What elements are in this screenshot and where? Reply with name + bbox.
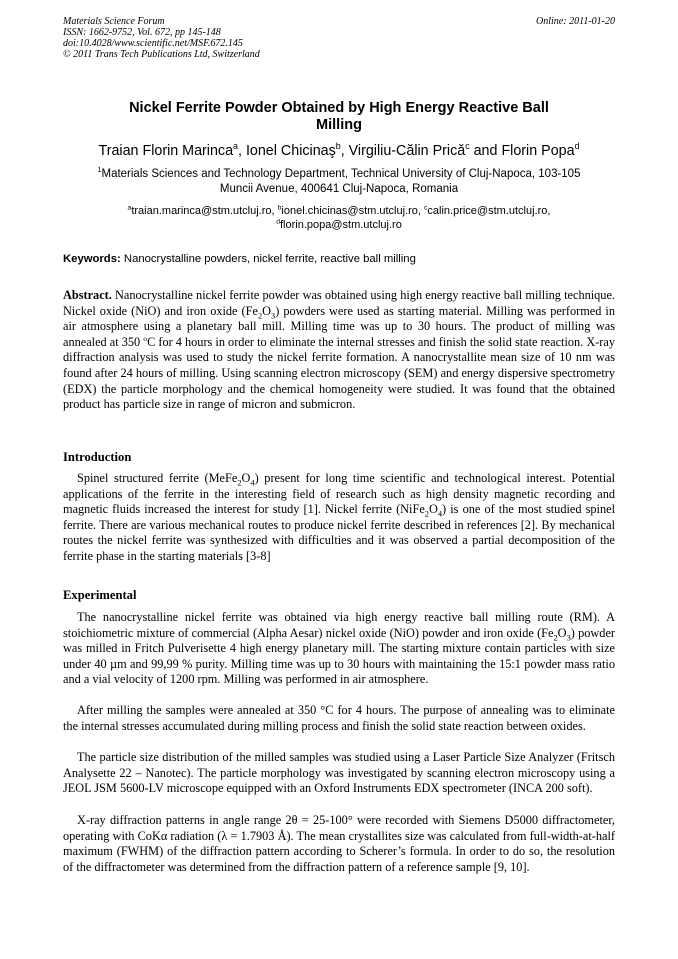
email-link[interactable]: ionel.chicinas@stm.utcluj.ro, [281,205,424,217]
journal-header [63,16,393,60]
keywords-text: Nanocrystalline powders, nickel ferrite, reactive ball milling [120,253,416,265]
author-name: Virgiliu-Călin Pricǎ [348,143,466,159]
copyright-line: © 2011 Trans Tech Publications Ltd, Switzerland [63,49,260,60]
author-name: Traian Florin Marinca [98,143,234,159]
abstract-label: Abstract. [63,288,112,302]
affiliation-line-1: $^1$Materials Sciences and Technology Department, Technical University of Cluj-Napoca, 103-105 [97,166,581,180]
author-affil-mark: c [465,141,470,152]
online-date: Online: 2011-01-20 [536,16,615,27]
author-affil-mark: d [574,141,580,152]
email-line-2: $^d$florin.popa@stm.utcluj.ro [276,218,402,231]
author-name: Ionel Chicinaş [245,143,336,159]
author-affil-mark: a [233,141,238,152]
abstract-paragraph: Abstract. Nanocrystalline nickel ferrite powder was obtained using high energy reactive ball milling technique. Nickel oxide (NiO) and iron oxide $(Fe_2O_3)$ powders were used as starting material. Milling was performed in air atmosphere using a planetary ball mill. Milling time was up to 30 hours. The product of milling was annealed at 350 $^o$C for 4 hours in order to eliminate the internal stresses and finish the solid state reaction. X-ray diffraction analysis was used to study the nickel ferrite formation. A nanocrystallite mean size of 10 nm was found after 24 hours of milling. Using scanning electron microscopy (SEM) and energy dispersive spectrometry (EDX) the particle morphology and the chemical homogeneity were studied. It was found that the obtained product has particle size in range of micron and submicron. [63,288,615,412]
experimental-paragraph-4: X-ray diffraction patterns in angle range 2θ = 25-100° were recorded with Siemens D5000 diffractometer, operating with CoKα radiation (λ = 1.7903 Å). The mean crystallites size was calculated from full-width-at-half maximum (FWHM) of the diffraction pattern according to Scherer’s formula. In order to do so, the resolution of the diffractometer was determined from the diffraction pattern of a reference sample [9, 10]. [63,813,615,874]
affiliation [63,167,615,197]
affiliation-mark: 1 [97,166,102,175]
experimental-paragraph-2: After milling the samples were annealed at 350 °C for 4 hours. The purpose of annealing was to eliminate the internal stresses accumulated during milling process and finish the solid state reaction between oxides. [63,703,615,733]
experimental-paragraph-1: The nanocrystalline nickel ferrite was obtained via high energy reactive ball milling route (RM). A stoichiometric mixture of commercial (Alpha Aesar) nickel oxide (NiO) powder and iron oxide $(Fe_2O_3)$ powder was milled in Fritch Pulverisette 4 high energy planetary mill. The starting mixture contain particles with size under 40 µm and 99,99 % purity. Milling time was up to 30 hours with maintaining the 15:1 powder mass ratio and a vial velocity of 1200 rpm. Milling was performed in air atmosphere. [63,610,615,687]
affiliation-line-2: Muncii Avenue, 400641 Cluj-Napoca, Romania [219,183,459,195]
title-line-1: Nickel Ferrite Powder Obtained by High Energy Reactive Ball [129,100,549,116]
author-list [63,142,615,160]
author-affil-mark: b [335,141,341,152]
author-separator: , [237,143,246,159]
experimental-paragraph-3: The particle size distribution of the milled samples was studied using a Laser Particle Size Analyzer (Fritsch Analysette 22 – Nanotec). The particle morphology was investigated by scanning electron microscopy using a JEOL JSM 5600-LV microscope equipped with an Oxford Instruments EDX spectrometer (INCA 200 soft). [63,750,615,796]
section-heading-introduction: Introduction [63,450,132,464]
journal-name: Materials Science Forum [63,16,165,27]
author-name: Florin Popa [501,143,575,159]
keywords [63,252,615,266]
email-link[interactable]: florin.popa@stm.utcluj.ro [279,219,402,231]
keywords-label: Keywords: [63,253,121,265]
email-link[interactable]: traian.marinca@stm.utcluj.ro, [131,205,278,217]
email-line-1: $^a$traian.marinca@stm.utcluj.ro, $^b$ionel.chicinas@stm.utcluj.ro, $^c$calin.price@stm.utcluj.ro, [127,204,551,217]
author-separator: , [340,143,349,159]
introduction-paragraph: Spinel structured ferrite $(MeFe_2O_4)$ present for long time scientific and technological interest. Potential applications of the ferrite in the interesting field of research such as high density magnetic recording and magnetic fluids increased the interest for study [1]. Nickel ferrite $(NiFe_2O_4)$ is one of the most studied spinel ferrite. There are various mechanical routes to produce nickel ferrite described in references [2]. By mechanical routes the nickel ferrite was synthesized with difficulties and it was observed a partial decomposition of the ferrite phase in the starting materials [3-8] [63,471,615,563]
section-heading-experimental: Experimental [63,588,137,602]
author-emails [63,204,615,232]
doi-line: doi:10.4028/www.scientific.net/MSF.672.145 [63,38,243,49]
email-link[interactable]: calin.price@stm.utcluj.ro, [427,205,551,217]
issn-line: ISSN: 1662-9752, Vol. 672, pp 145-148 [63,27,221,38]
paper-title [63,100,615,134]
title-line-2: Milling [316,117,362,133]
author-separator: and [469,143,502,159]
